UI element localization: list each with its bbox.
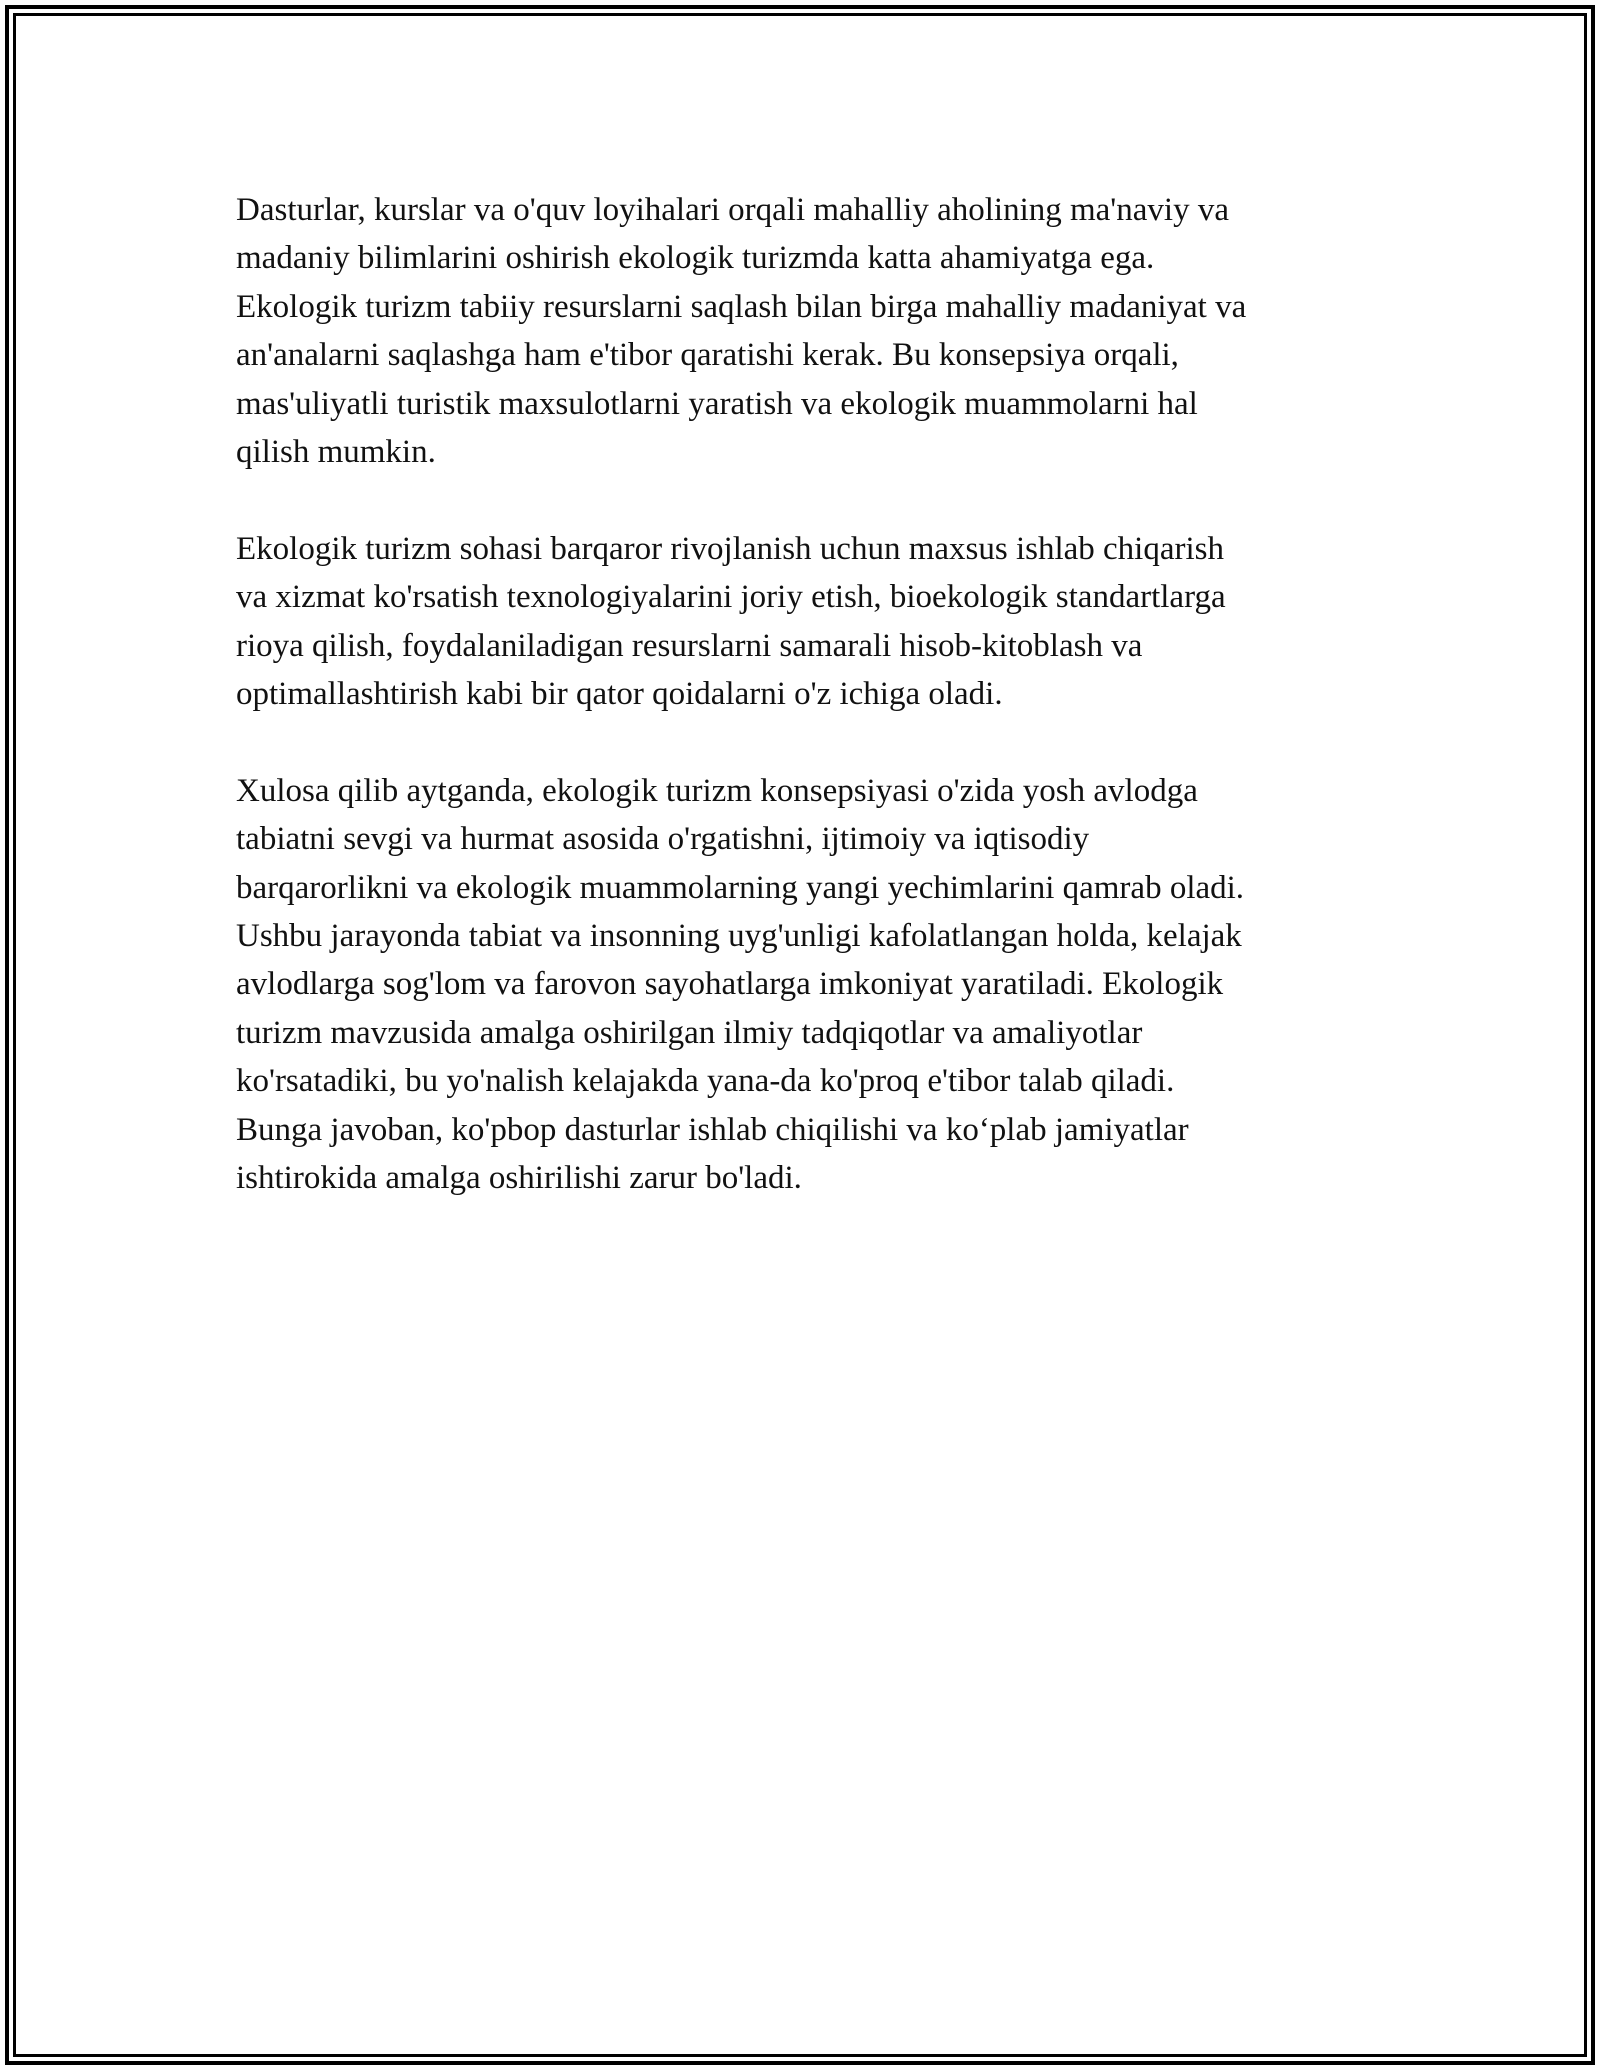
paragraph-3: Xulosa qilib aytganda, ekologik turizm konsepsiyasi o'zida yosh avlodga tabiatni sevgi va hurmat asosida o'rgatishni, ijtimoiy va iqtisodiy barqarorlikni va ekologik muammolarning yangi yechimlarini qamrab oladi. Ushbu jarayonda tabiat va insonning uyg'unligi kafolatlangan holda, kelajak avlodlarga sog'lom va farovon sayohatlarga imkoniyat yaratiladi. Ekologik turizm mavzusida amalga oshirilgan ilmiy tadqiqotlar va amaliyotlar ko'rsatadiki, bu yo'nalish kelajakda yana-da ko'proq e'tibor talab qiladi. Bunga javoban, ko'pbop dasturlar ishlab chiqilishi va ko‘plab jamiyatlar ishtirokida amalga oshirilishi zarur bo'ladi.: [236, 772, 1245, 1197]
paragraph-1: Dasturlar, kurslar va o'quv loyihalari orqali mahalliy aholining ma'naviy va madaniy bilimlarini oshirish ekologik turizmda katta ahamiyatga ega. Ekologik turizm tabiiy resurslarni saqlash bilan birga mahalliy madaniyat va an'analarni saqlashga ham e'tibor qaratishi kerak. Bu konsepsiya orqali, mas'uliyatli turistik maxsulotlarni yaratish va ekologik muammolarni hal qilish mumkin.: [236, 192, 1247, 471]
paragraph-2: Ekologik turizm sohasi barqaror rivojlanish uchun maxsus ishlab chiqarish va xizmat ko'rsatish texnologiyalarini joriy etish, bioekologik standartlarga rioya qilish, foydalaniladigan resurslarni samarali hisob-kitoblash va optimallashtirish kabi bir qator qoidalarni o'z ichiga oladi.: [236, 530, 1226, 713]
document-body: [236, 186, 1370, 1251]
